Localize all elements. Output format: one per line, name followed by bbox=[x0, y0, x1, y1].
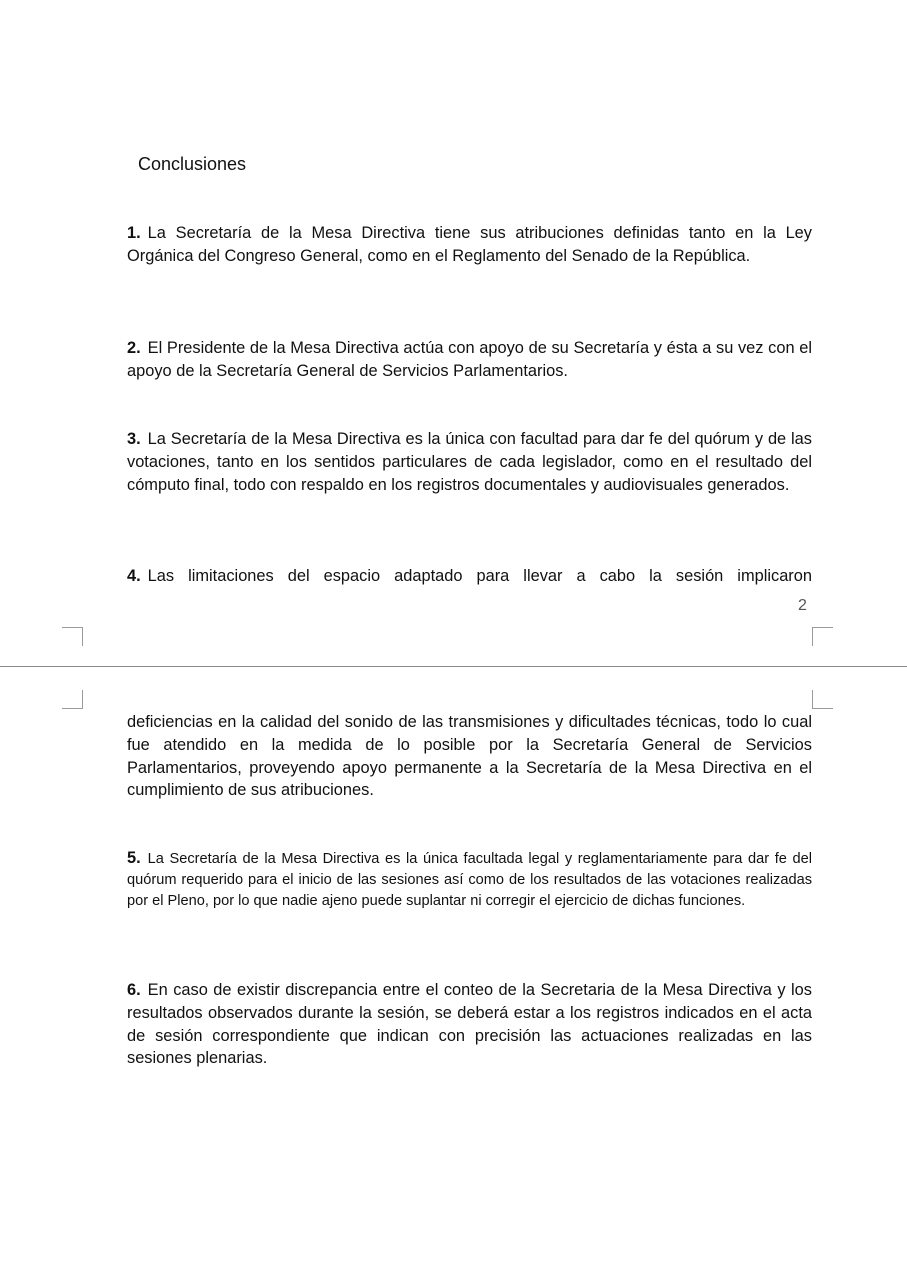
page-corner-mark-top-left bbox=[62, 627, 83, 646]
item-number: 3. bbox=[127, 430, 141, 448]
item-number: 6. bbox=[127, 981, 141, 999]
page-number: 2 bbox=[798, 597, 807, 614]
page-corner-mark-bottom-right bbox=[812, 690, 833, 709]
item-text: La Secretaría de la Mesa Directiva tiene sus atribuciones definidas tanto en la Ley Orgánica del Congreso General, como en el Reglamento del Senado de la República. bbox=[127, 224, 812, 265]
page-corner-mark-bottom-left bbox=[62, 690, 83, 709]
conclusion-item-1 bbox=[127, 222, 812, 268]
conclusion-item-6 bbox=[127, 979, 812, 1070]
item-number: 5. bbox=[127, 849, 141, 867]
item-number: 4. bbox=[127, 567, 141, 585]
item-text: En caso de existir discrepancia entre el conteo de la Secretaria de la Mesa Directiva y los resultados observados durante la sesión, se deberá estar a los registros indicados en el acta de sesión correspondiente que indican con precisión las actuaciones realizadas en las sesiones plenarias. bbox=[127, 981, 812, 1068]
conclusion-item-5 bbox=[127, 848, 812, 912]
item-text: La Secretaría de la Mesa Directiva es la única facultada legal y reglamentariamente para dar fe del quórum requerido para el inicio de las sesiones así como de los resultados de las votaciones realizadas por el Pleno, por lo que nadie ajeno puede suplantar ni corregir el ejercicio de dichas funciones. bbox=[127, 851, 812, 909]
conclusion-item-4 bbox=[127, 565, 812, 588]
item-text: El Presidente de la Mesa Directiva actúa con apoyo de su Secretaría y ésta a su vez con el apoyo de la Secretaría General de Servicios Parlamentarios. bbox=[127, 339, 812, 380]
item-number: 1. bbox=[127, 224, 141, 242]
conclusion-item-2 bbox=[127, 337, 812, 383]
item-text: deficiencias en la calidad del sonido de las transmisiones y dificultades técnicas, todo lo cual fue atendido en la medida de lo posible por la Secretaría General de Servicios Parlamentarios, proveyendo apoyo permanente a la Secretaría de la Mesa Directiva en el cumplimiento de sus atribuciones. bbox=[127, 713, 812, 800]
item-number: 2. bbox=[127, 339, 141, 357]
section-heading: Conclusiones bbox=[138, 154, 247, 174]
page-break-line bbox=[0, 666, 907, 667]
page-corner-mark-top-right bbox=[812, 627, 833, 646]
item-text: Las limitaciones del espacio adaptado para llevar a cabo la sesión implicaron bbox=[147, 567, 812, 585]
item-text: La Secretaría de la Mesa Directiva es la única con facultad para dar fe del quórum y de las votaciones, tanto en los sentidos particulares de cada legislador, como en el resultado del cómputo final, todo con respaldo en los registros documentales y audiovisuales generados. bbox=[127, 430, 812, 494]
conclusion-item-4-continuation bbox=[127, 711, 812, 802]
conclusion-item-3 bbox=[127, 428, 812, 496]
